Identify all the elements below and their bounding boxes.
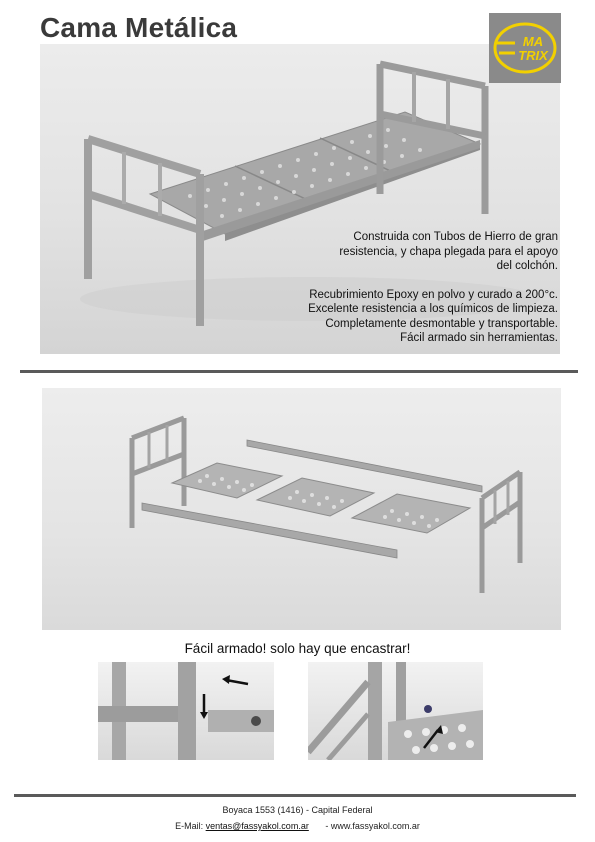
- description-line: Fácil armado sin herramientas.: [400, 332, 558, 344]
- footer-separator: -: [322, 821, 331, 831]
- exploded-view-image: [42, 388, 561, 630]
- section-divider: [20, 370, 578, 373]
- description-line: Completamente desmontable y transportable.: [325, 317, 558, 330]
- footer-contact: [0, 821, 595, 831]
- website-link[interactable]: www.fassyakol.com.ar: [330, 821, 420, 831]
- bed-product-image: [40, 44, 560, 354]
- page-title: Cama Metálica: [40, 12, 238, 43]
- description-line: Recubrimiento Epoxy en polvo y curado a 200°c.: [309, 288, 558, 301]
- product-description: [258, 230, 558, 346]
- footer-divider: [14, 794, 576, 797]
- description-line: Excelente resistencia a los químicos de limpieza.: [308, 303, 558, 315]
- email-label: E-Mail:: [175, 821, 206, 831]
- description-line: Construida con Tubos de Hierro de gran: [353, 231, 558, 243]
- footer-address: Boyaca 1553 (1416) - Capital Federal: [222, 805, 373, 815]
- joint-detail-image-1: [98, 662, 274, 760]
- joint-detail-image-2: [308, 662, 483, 760]
- email-link[interactable]: ventas@fassyakol.com.ar: [205, 821, 309, 831]
- assembly-caption: Fácil armado! solo hay que encastrar!: [184, 641, 411, 656]
- matrix-logo: [489, 13, 561, 83]
- description-line: del colchón.: [496, 260, 558, 272]
- logo-text-bottom: TRIX: [518, 48, 548, 63]
- logo-text-top: MA: [522, 34, 544, 49]
- exploded-bed-illustration: [42, 388, 561, 630]
- description-line: resistencia, y chapa plegada para el apoyo: [339, 245, 558, 258]
